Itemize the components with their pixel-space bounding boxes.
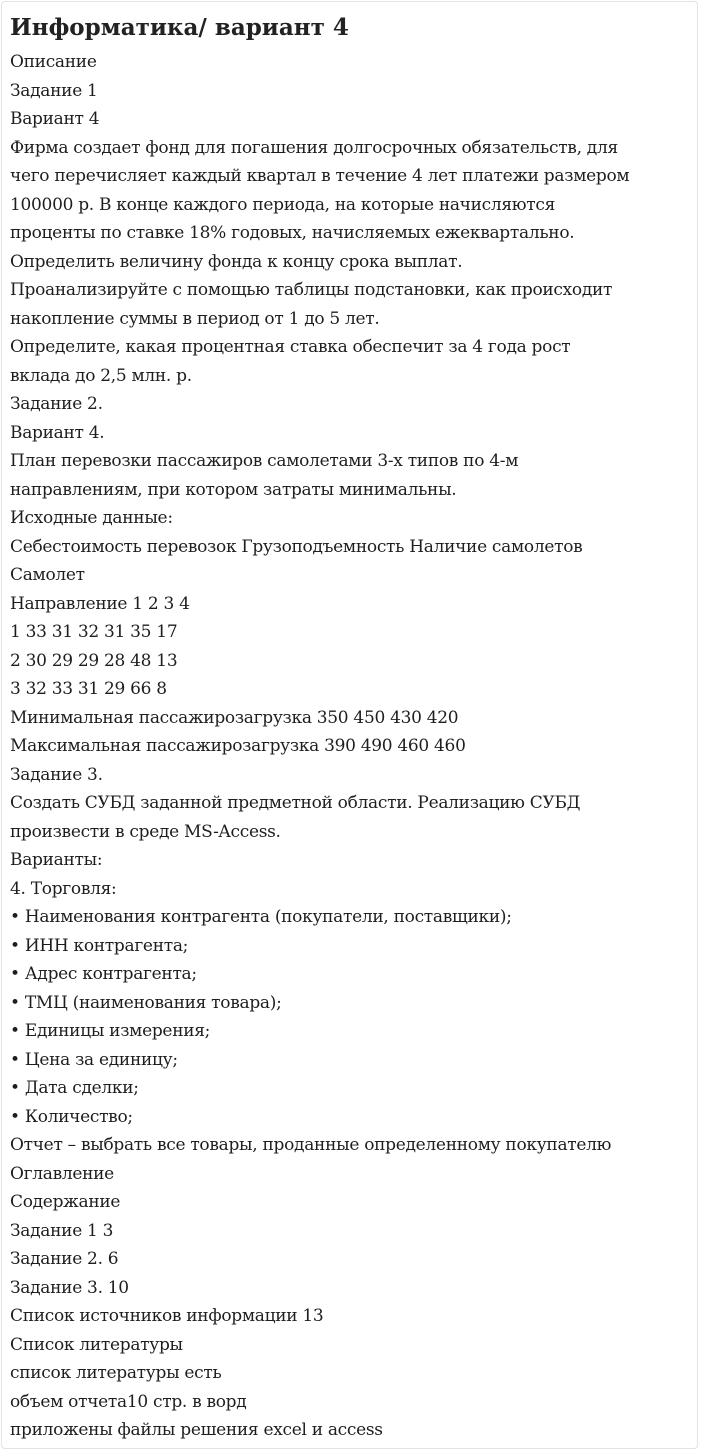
- text-line: Задание 1 3: [10, 1220, 114, 1241]
- text-line: • Цена за единицу;: [10, 1049, 178, 1070]
- text-line: 100000 р. В конце каждого периода, на которые начисляются: [10, 194, 556, 215]
- text-line: Вариант 4: [10, 109, 100, 129]
- text-line: Себестоимость перевозок Грузоподъемность Наличие самолетов: [10, 536, 583, 557]
- text-line: Описание: [10, 52, 97, 72]
- text-line: Максимальная пассажирозагрузка 390 490 460 460: [10, 736, 466, 756]
- text-line: произвести в среде MS-Access.: [10, 821, 281, 842]
- text-line: Отчет – выбрать все товары, проданные определенному покупателю: [10, 1135, 612, 1155]
- text-line: список литературы есть: [10, 1363, 222, 1383]
- text-line: • Наименования контрагента (покупатели, поставщики);: [10, 907, 512, 927]
- text-line: 2 30 29 29 28 48 13: [10, 650, 178, 671]
- text-line: 3 32 33 31 29 66 8: [10, 679, 167, 699]
- text-line: Задание 2.: [10, 394, 103, 414]
- text-line: накопление суммы в период от 1 до 5 лет.: [10, 308, 380, 329]
- text-line: Варианты:: [10, 850, 103, 870]
- text-line: • ТМЦ (наименования товара);: [10, 992, 282, 1013]
- text-line: Исходные данные:: [10, 508, 173, 528]
- text-line: Определить величину фонда к концу срока выплат.: [10, 251, 463, 272]
- text-line: План перевозки пассажиров самолетами 3-х типов по 4-м: [10, 451, 519, 471]
- text-line: объем отчета10 стр. в ворд: [10, 1391, 247, 1412]
- document-card: [1, 1, 698, 1449]
- text-line: • Количество;: [10, 1106, 133, 1127]
- text-line: Задание 3.: [10, 764, 103, 785]
- text-line: Проанализируйте с помощью таблицы подстановки, как происходит: [10, 280, 613, 300]
- text-line: Создать СУБД заданной предметной области. Реализацию СУБД: [10, 793, 581, 813]
- text-line: чего перечисляет каждый квартал в течение 4 лет платежи размером: [10, 166, 630, 186]
- text-line: проценты по ставке 18% годовых, начисляемых ежеквартально.: [10, 223, 575, 243]
- text-line: Задание 1: [10, 80, 98, 101]
- text-line: 1 33 31 32 31 35 17: [10, 622, 178, 642]
- text-line: Вариант 4.: [10, 422, 105, 443]
- text-line: вклада до 2,5 млн. р.: [10, 365, 192, 386]
- text-line: Задание 2. 6: [10, 1249, 119, 1269]
- text-line: Определите, какая процентная ставка обеспечит за 4 года рост: [10, 337, 571, 357]
- text-line: Фирма создает фонд для погашения долгосрочных обязательств, для: [10, 137, 618, 158]
- text-line: приложены файлы решения excel и access: [10, 1420, 383, 1440]
- text-line: • Адрес контрагента;: [10, 964, 197, 984]
- text-line: 4. Торговля:: [10, 878, 117, 899]
- text-line: Направление 1 2 3 4: [10, 593, 190, 614]
- text-line: Список источников информации 13: [10, 1306, 324, 1326]
- text-line: • ИНН контрагента;: [10, 935, 189, 956]
- text-line: направлениям, при котором затраты минимальны.: [10, 479, 457, 500]
- text-line: Задание 3. 10: [10, 1277, 129, 1298]
- document-title: Информатика/ вариант 4: [10, 14, 349, 41]
- text-line: • Дата сделки;: [10, 1078, 139, 1098]
- text-line: Содержание: [10, 1192, 121, 1212]
- text-line: Список литературы: [10, 1334, 183, 1355]
- text-line: Минимальная пассажирозагрузка 350 450 430 420: [10, 707, 459, 728]
- text-line: Оглавление: [10, 1163, 114, 1184]
- text-line: • Единицы измерения;: [10, 1021, 211, 1041]
- text-line: Самолет: [10, 565, 85, 585]
- document-body: [10, 48, 696, 1445]
